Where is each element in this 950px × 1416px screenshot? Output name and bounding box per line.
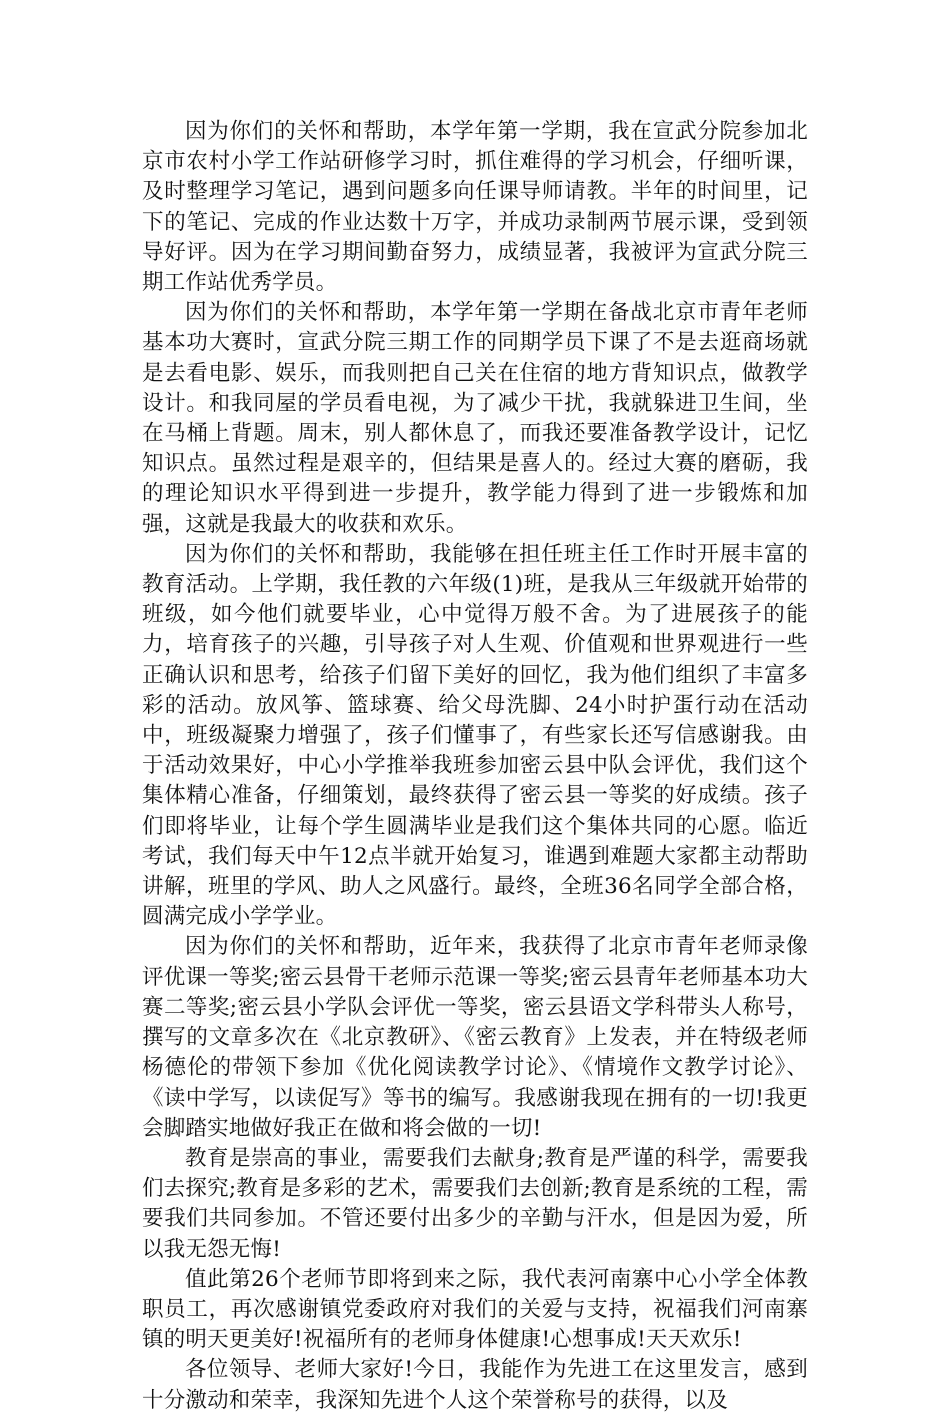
paragraph-education-career: 教育是崇高的事业，需要我们去献身;教育是严谨的科学，需要我们去探究;教育是多彩的艺术，需要我们去创新;教育是系统的工程，需要我们共同参加。不管还要付出多少的辛勤与汗水，但是因为爱，所以我无怨无悔! [142,1145,808,1262]
document-body [142,117,808,1416]
paragraph-teachers-day: 值此第26个老师节即将到来之际，我代表河南寨中心小学全体教职员工，再次感谢镇党委政府对我们的关爱与支持，祝福我们河南寨镇的明天更美好!祝福所有的老师身体健康!心想事成!天天欢乐! [142,1266,808,1353]
paragraph-class-activities: 因为你们的关怀和帮助，我能够在担任班主任工作时开展丰富的教育活动。上学期，我任教的六年级(1)班，是我从三年级就开始带的班级，如今他们就要毕业，心中觉得万般不舍。为了进展孩子的能力，培育孩子的兴趣，引导孩子对人生观、价值观和世界观进行一些正确认识和思考，给孩子们留下美好的回忆，我为他们组织了丰富多彩的活动。放风筝、篮球赛、给父母洗脚、24小时护蛋行动在活动中，班级凝聚力增强了，孩子们懂事了，有些家长还写信感谢我。由于活动效果好，中心小学推举我班参加密云县中队会评优，我们这个集体精心准备，仔细策划，最终获得了密云县一等奖的好成绩。孩子们即将毕业，让每个学生圆满毕业是我们这个集体共同的心愿。临近考试，我们每天中午12点半就开始复习，谁遇到难题大家都主动帮助讲解，班里的学风、助人之风盛行。最终，全班36名同学全部合格，圆满完成小学学业。 [142,541,808,930]
paragraph-skills-contest: 因为你们的关怀和帮助，本学年第一学期在备战北京市青年老师基本功大赛时，宣武分院三期工作的同期学员下课了不是去逛商场就是去看电影、娱乐，而我则把自己关在住宿的地方背知识点，做教学设计。和我同屋的学员看电视，为了减少干扰，我就躲进卫生间，坐在马桶上背题。周末，别人都休息了，而我还要准备教学设计，记忆知识点。虽然过程是艰辛的，但结果是喜人的。经过大赛的磨砺，我的理论知识水平得到进一步提升，教学能力得到了进一步锻炼和加强，这就是我最大的收获和欢乐。 [142,300,808,537]
paragraph-speech-opening: 各位领导、老师大家好!今日，我能作为先进工在这里发言，感到十分激动和荣幸，我深知先进个人这个荣誉称号的获得，以及 [142,1357,808,1413]
paragraph-awards: 因为你们的关怀和帮助，近年来，我获得了北京市青年老师录像评优课一等奖;密云县骨干老师示范课一等奖;密云县青年老师基本功大赛二等奖;密云县小学队会评优一等奖，密云县语文学科带头人称号，撰写的文章多次在《北京教研》、《密云教育》上发表，并在特级老师杨德伦的带领下参加《优化阅读教学讨论》、《情境作文教学讨论》、《读中学写，以读促写》等书的编写。我感谢我现在拥有的一切!我更会脚踏实地做好我正在做和将会做的一切! [142,934,808,1141]
paragraph-study-station: 因为你们的关怀和帮助，本学年第一学期，我在宣武分院参加北京市农村小学工作站研修学习时，抓住难得的学习机会，仔细听课，及时整理学习笔记，遇到问题多向任课导师请教。半年的时间里，记下的笔记、完成的作业达数十万字，并成功录制两节展示课，受到领导好评。因为在学习期间勤奋努力，成绩显著，我被评为宣武分院三期工作站优秀学员。 [142,119,808,296]
